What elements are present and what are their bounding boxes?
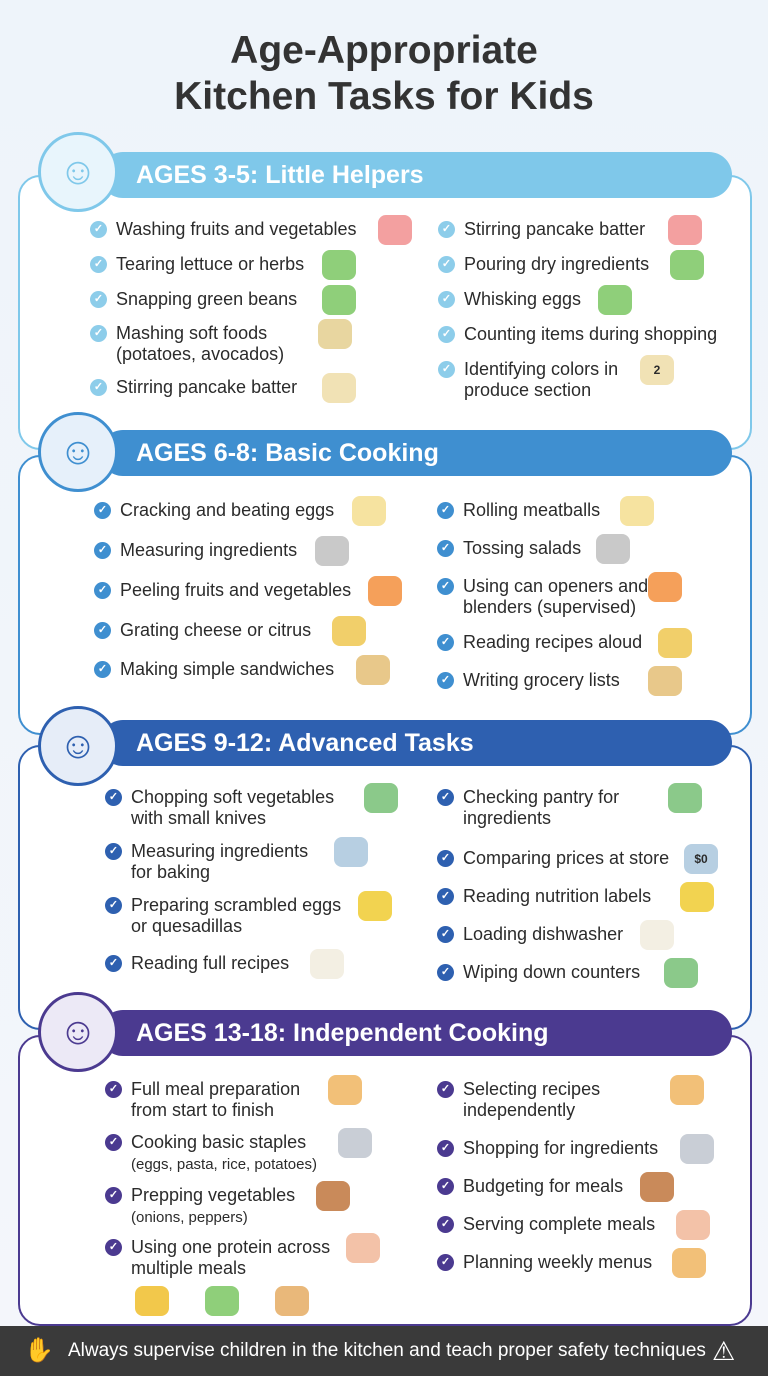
task-label: [131, 953, 289, 974]
task-text: Washing fruits and vegetables: [116, 219, 357, 239]
task-item: [438, 289, 581, 310]
check-icon: ✓: [438, 361, 455, 378]
check-icon: ✓: [90, 291, 107, 308]
task-label: [120, 500, 334, 521]
task-text: Checking pantry for ingredients: [463, 787, 620, 828]
task-text: Serving complete meals: [463, 1214, 656, 1234]
task-label: [120, 659, 334, 680]
washing-hands-faucet-icon: [378, 215, 412, 245]
task-item: [105, 895, 341, 937]
warning-triangle-icon: ⚠: [712, 1336, 736, 1366]
task-item: [437, 632, 642, 653]
task-subtext: (onions, peppers): [131, 1209, 248, 1226]
task-item: [438, 254, 649, 275]
check-icon: ✓: [105, 955, 122, 972]
task-item: [105, 953, 289, 974]
check-icon: ✓: [94, 622, 111, 639]
task-text: Pouring dry ingredients: [464, 254, 650, 274]
task-text: Loading dishwasher: [463, 924, 624, 944]
task-label: [463, 1252, 652, 1273]
task-label: [463, 886, 651, 907]
task-item: [90, 323, 284, 365]
plate-hands-icon: [676, 1210, 710, 1240]
task-item: [437, 886, 651, 907]
section-heading: AGES 9-12: Advanced Tasks: [100, 720, 732, 766]
check-icon: ✓: [438, 291, 455, 308]
task-item: [105, 1185, 295, 1228]
check-icon: ✓: [105, 843, 122, 860]
task-label: [120, 580, 351, 601]
task-text: Rolling meatballs: [463, 500, 601, 520]
task-text: Comparing prices at store: [463, 848, 670, 868]
task-label: [463, 670, 620, 691]
meal-plate-icon: [328, 1075, 362, 1105]
price-tags-icon: [684, 844, 718, 874]
task-label: [463, 1079, 600, 1121]
task-label: [464, 254, 649, 275]
check-icon: ✓: [437, 578, 454, 595]
footer-text: Always supervise children in the kitchen and teach proper safety techniques: [68, 1340, 706, 1361]
speech-recipe-icon: [658, 628, 692, 658]
task-label: [463, 576, 648, 618]
task-item: [105, 1132, 317, 1175]
knife-cucumber-icon: [364, 783, 398, 813]
task-item: [105, 787, 334, 829]
check-icon: ✓: [90, 379, 107, 396]
check-icon: ✓: [90, 325, 107, 342]
task-text: Tossing salads: [463, 538, 582, 558]
task-item: [94, 659, 334, 680]
task-label: [116, 254, 304, 275]
check-icon: ✓: [94, 542, 111, 559]
frying-pan-eggs-icon: [358, 891, 392, 921]
green-beans-hands-icon: [322, 285, 356, 315]
task-item: [94, 580, 351, 601]
task-text: Tearing lettuce or herbs: [116, 254, 305, 274]
check-icon: ✓: [437, 502, 454, 519]
task-text: Using can openers and blenders (supervised): [463, 576, 649, 617]
check-icon: ✓: [437, 540, 454, 557]
task-item: [105, 1237, 330, 1279]
task-label: [464, 219, 645, 240]
task-label: [131, 1237, 330, 1279]
washing-hands-icon: ✋: [24, 1337, 54, 1364]
tablet-recipes-icon: [670, 1075, 704, 1105]
task-text: Whisking eggs: [464, 289, 582, 309]
task-label: [131, 787, 334, 829]
task-text: Writing grocery lists: [463, 670, 620, 690]
task-item: [437, 1138, 658, 1159]
check-icon: ✓: [437, 964, 454, 981]
check-icon: ✓: [437, 1178, 454, 1195]
batter-bowl-icon: [322, 373, 356, 403]
icon-badge: 2: [653, 363, 661, 377]
task-label: [464, 359, 618, 401]
dishwasher-icon: [640, 920, 674, 950]
cracked-egg-icon: [352, 496, 386, 526]
lettuce-hands-icon: [322, 250, 356, 280]
task-label: [131, 1079, 300, 1121]
task-item: [437, 576, 648, 618]
check-icon: ✓: [437, 1081, 454, 1098]
check-icon: ✓: [437, 1216, 454, 1233]
task-item: [437, 787, 619, 829]
task-label: [463, 787, 619, 829]
task-text: Prepping vegetables: [131, 1185, 296, 1205]
check-icon: ✓: [437, 672, 454, 689]
taco-icon: [135, 1286, 169, 1316]
task-label: [131, 895, 341, 937]
task-text: Cracking and beating eggs: [120, 500, 335, 520]
task-label: [463, 1214, 655, 1235]
check-icon: ✓: [105, 1187, 122, 1204]
task-item: [438, 219, 645, 240]
check-icon: ✓: [437, 850, 454, 867]
task-item: [90, 377, 297, 398]
section-heading: AGES 6-8: Basic Cooking: [100, 430, 732, 476]
task-item: [90, 254, 304, 275]
task-text: Chopping soft vegetables with small knives: [131, 787, 335, 828]
teen-chef-icon: ☺: [38, 992, 118, 1072]
task-text: Wiping down counters: [463, 962, 641, 982]
task-item: [94, 500, 334, 521]
check-icon: ✓: [105, 1081, 122, 1098]
girl-mixing-bowl-icon: ☺: [38, 132, 118, 212]
task-text: Making simple sandwiches: [120, 659, 335, 679]
task-text: Using one protein across multiple meals: [131, 1237, 331, 1278]
icon-badge: $0: [694, 852, 708, 866]
safety-footer: [0, 1326, 768, 1376]
check-icon: ✓: [94, 661, 111, 678]
batter-bowl-icon: [668, 215, 702, 245]
notepad-pencil-icon: [648, 666, 682, 696]
grater-cheese-icon: [332, 616, 366, 646]
task-label: [463, 500, 600, 521]
open-book-icon: [310, 949, 344, 979]
task-label: [463, 1176, 623, 1197]
task-text: Identifying colors in produce section: [464, 359, 619, 400]
check-icon: ✓: [94, 502, 111, 519]
task-label: [116, 377, 297, 398]
chicken-breast-icon: [346, 1233, 380, 1263]
task-label: [116, 323, 284, 365]
task-label: [116, 219, 356, 240]
task-text: Budgeting for meals: [463, 1176, 624, 1196]
check-icon: ✓: [438, 221, 455, 238]
task-item: [437, 848, 669, 869]
task-item: [438, 324, 717, 345]
task-label: [116, 289, 297, 310]
whisk-eggs-icon: [598, 285, 632, 315]
task-text: Full meal preparation from start to finish: [131, 1079, 301, 1120]
task-item: [437, 1214, 655, 1235]
task-label: [463, 924, 623, 945]
task-text: Measuring ingredients for baking: [131, 841, 309, 882]
task-text: Mashing soft foods (potatoes, avocados): [116, 323, 285, 364]
check-icon: ✓: [94, 582, 111, 599]
section-heading: AGES 3-5: Little Helpers: [100, 152, 732, 198]
pot-eggs-icon: [338, 1128, 372, 1158]
meatball-hands-icon: [620, 496, 654, 526]
task-text: Stirring pancake batter: [464, 219, 646, 239]
salad-bowl-icon: [205, 1286, 239, 1316]
task-label: [463, 632, 642, 653]
check-icon: ✓: [90, 221, 107, 238]
task-item: [437, 538, 581, 559]
task-item: [437, 962, 640, 983]
task-label: [463, 538, 581, 559]
burrito-icon: [275, 1286, 309, 1316]
task-label: [131, 1185, 295, 1228]
task-text: Planning weekly menus: [463, 1252, 653, 1272]
task-text: Shopping for ingredients: [463, 1138, 659, 1158]
task-label: [464, 324, 717, 345]
task-label: [131, 1132, 317, 1175]
check-icon: ✓: [438, 256, 455, 273]
task-text: Peeling fruits and vegetables: [120, 580, 352, 600]
task-item: [437, 924, 623, 945]
task-text: Grating cheese or citrus: [120, 620, 312, 640]
nutrition-label-icon: [680, 882, 714, 912]
task-item: [437, 1176, 623, 1197]
cutting-board-vegetables-icon: [316, 1181, 350, 1211]
task-label: [463, 848, 669, 869]
shopping-cart-icon: [680, 1134, 714, 1164]
task-text: Measuring ingredients: [120, 540, 298, 560]
apple-banana-broccoli-icon: [640, 355, 674, 385]
check-icon: ✓: [437, 926, 454, 943]
check-icon: ✓: [105, 1134, 122, 1151]
task-text: Reading nutrition labels: [463, 886, 652, 906]
check-icon: ✓: [90, 256, 107, 273]
check-icon: ✓: [437, 888, 454, 905]
check-icon: ✓: [437, 1254, 454, 1271]
task-text: Snapping green beans: [116, 289, 298, 309]
check-icon: ✓: [437, 634, 454, 651]
task-item: [105, 841, 308, 883]
salad-bowl-icon: [596, 534, 630, 564]
task-text: Selecting recipes independently: [463, 1079, 601, 1120]
flour-bowl-icon: [670, 250, 704, 280]
task-label: [463, 1138, 658, 1159]
calculator-money-icon: [640, 1172, 674, 1202]
task-label: [131, 841, 308, 883]
task-label: [120, 540, 297, 561]
peeler-carrot-icon: [368, 576, 402, 606]
task-item: [90, 219, 356, 240]
task-item: [94, 540, 297, 561]
task-text: Counting items during shopping: [464, 324, 718, 344]
eye-can-opener-blender-icon: [648, 572, 682, 602]
sponge-hand-icon: [664, 958, 698, 988]
scale-flour-icon: [334, 837, 368, 867]
boy-measuring-cup-icon: ☺: [38, 412, 118, 492]
section-heading: AGES 13-18: Independent Cooking: [100, 1010, 732, 1056]
task-label: [464, 289, 581, 310]
task-label: [120, 620, 311, 641]
check-icon: ✓: [105, 897, 122, 914]
task-item: [437, 500, 600, 521]
task-item: [437, 1079, 600, 1121]
page-title: Age-Appropriate Kitchen Tasks for Kids: [174, 29, 594, 118]
pantry-shelf-icon: [668, 783, 702, 813]
measuring-spoons-icon: [315, 536, 349, 566]
task-item: [105, 1079, 300, 1121]
girl-chopping-icon: ☺: [38, 706, 118, 786]
task-item: [90, 289, 297, 310]
task-text: Stirring pancake batter: [116, 377, 298, 397]
task-item: [438, 359, 618, 401]
task-text: Reading full recipes: [131, 953, 290, 973]
task-item: [437, 1252, 652, 1273]
task-item: [437, 670, 620, 691]
task-text: Preparing scrambled eggs or quesadillas: [131, 895, 342, 936]
check-icon: ✓: [105, 789, 122, 806]
check-icon: ✓: [105, 1239, 122, 1256]
check-icon: ✓: [437, 1140, 454, 1157]
sandwich-icon: [356, 655, 390, 685]
calendar-menu-icon: [672, 1248, 706, 1278]
task-item: [94, 620, 311, 641]
masher-bowl-potato-icon: [318, 319, 352, 349]
task-text: Reading recipes aloud: [463, 632, 643, 652]
task-subtext: (eggs, pasta, rice, potatoes): [131, 1156, 317, 1173]
check-icon: ✓: [438, 326, 455, 343]
task-text: Cooking basic staples: [131, 1132, 307, 1152]
task-label: [463, 962, 640, 983]
check-icon: ✓: [437, 789, 454, 806]
